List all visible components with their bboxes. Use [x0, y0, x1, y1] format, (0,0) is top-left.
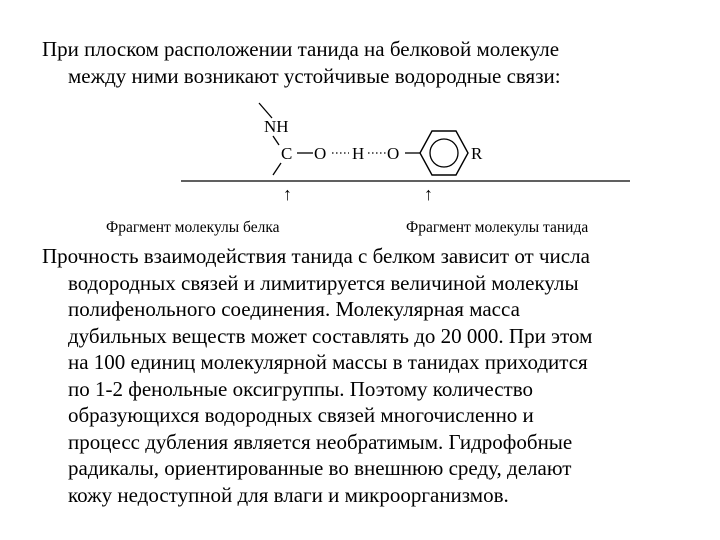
o2-label: O: [387, 144, 400, 163]
nh-label: NH: [264, 117, 289, 136]
paragraph-line: полифенольного соединения. Молекулярная масса: [68, 297, 520, 321]
paragraph-line: по 1-2 фенольные оксигруппы. Поэтому количество: [68, 376, 533, 401]
paragraph-line: образующихся водородных связей многочисленно и: [68, 403, 534, 427]
paragraph-line: дубильных веществ может составлять до 20 000. При этом: [68, 323, 593, 348]
caption-tannide-fragment: Фрагмент молекулы танида: [406, 219, 589, 236]
paragraph-line: водородных связей и лимитируется величиной молекулы: [68, 270, 579, 295]
caption-protein-fragment: Фрагмент молекулы белка: [106, 219, 280, 236]
benzene-ring-icon: [420, 131, 468, 175]
bond-line-top: [259, 103, 272, 118]
c-label: C: [281, 144, 293, 163]
intro-line-2: между ними возникают устойчивые водородные связи:: [68, 64, 561, 88]
bond-line-bottom: [273, 163, 281, 175]
paragraph-line: кожу недоступной для влаги и микроорганизмов.: [68, 482, 509, 507]
intro-line-1: При плоском расположении танида на белковой молекуле: [42, 37, 560, 61]
paragraph-line: радикалы, ориентированные во внешнюю среду, делают: [68, 456, 572, 480]
r-label: R: [471, 144, 483, 163]
bond-line-nh-c: [273, 136, 279, 145]
paragraph-line: на 100 единиц молекулярной массы в танидах приходится: [68, 350, 588, 374]
arrow-up-icon-left: ↑: [283, 184, 292, 204]
h-label: H: [352, 144, 365, 163]
paragraph-line: процесс дубления является необратимым. Гидрофобные: [68, 429, 573, 454]
o1-label: O: [314, 144, 327, 163]
paragraph-line-1: Прочность взаимодействия танида с белком зависит от числа: [42, 244, 590, 268]
arrow-up-icon-right: ↑: [424, 184, 433, 204]
main-paragraph: [42, 243, 702, 508]
